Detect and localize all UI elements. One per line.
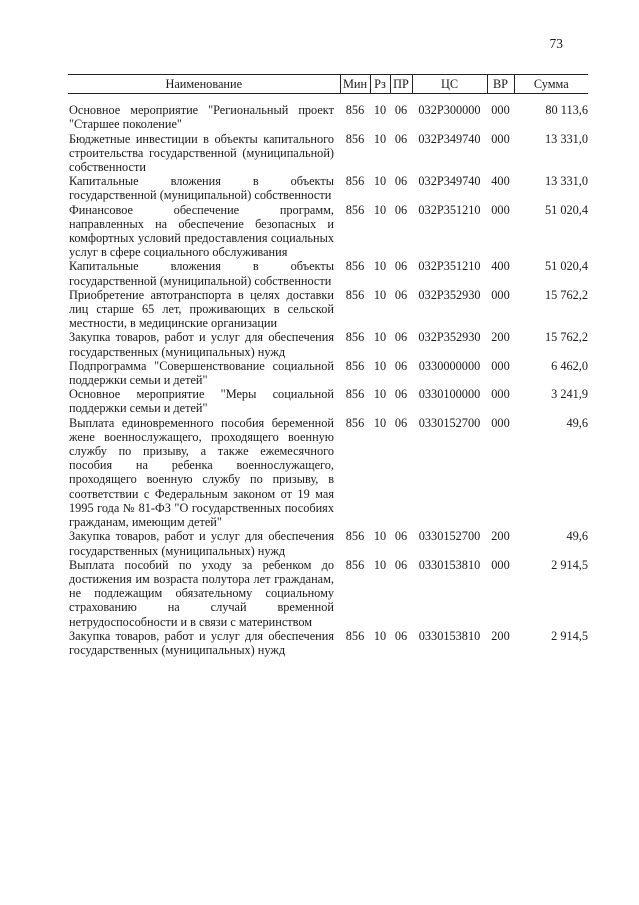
row-cs: 032P300000: [418, 103, 481, 118]
row-vr: 000: [491, 557, 510, 572]
row-rz: 10: [373, 174, 387, 189]
row-pr: 06: [394, 415, 408, 430]
row-min: 856: [345, 103, 365, 118]
header-rz: Рз: [370, 75, 390, 94]
row-name: Капитальные вложения в объекты государственной (муниципальной) собственности: [69, 174, 334, 203]
row-vr: 000: [491, 358, 510, 373]
row-sum: 3 241,9: [551, 387, 588, 402]
row-sum: 2 914,5: [551, 557, 588, 572]
row-pr: 06: [394, 131, 408, 146]
row-vr: 000: [491, 287, 510, 302]
row-rz: 10: [373, 287, 387, 302]
row-cs: 032P351210: [418, 202, 481, 217]
row-rz: 10: [373, 330, 387, 345]
header-sum: Сумма: [514, 75, 588, 94]
row-pr: 06: [394, 557, 408, 572]
table-row: [68, 288, 588, 331]
row-pr: 06: [394, 330, 408, 345]
row-min: 856: [345, 415, 365, 430]
row-pr: 06: [394, 202, 408, 217]
row-rz: 10: [373, 387, 387, 402]
row-name: Выплата единовременного пособия беременной жене военнослужащего, проходящего военную службу по призыву, а также ежемесячного пособия на ребенка военнослужащего, проходящего военную службу по призыву, в соответствии с Федеральным законом от 19 мая 1995 года № 81-ФЗ "О государственных пособиях гражданам, имеющим детей": [69, 415, 334, 530]
row-vr: 000: [491, 415, 510, 430]
row-sum: 51 020,4: [544, 259, 588, 274]
row-sum: 15 762,2: [544, 330, 588, 345]
row-rz: 10: [373, 202, 387, 217]
table-row: [68, 174, 588, 202]
row-rz: 10: [373, 103, 387, 118]
row-name: Закупка товаров, работ и услуг для обеспечения государственных (муниципальных) нужд: [69, 330, 334, 359]
row-vr: 200: [491, 529, 510, 544]
table-row: [68, 203, 588, 260]
row-vr: 000: [491, 131, 510, 146]
row-pr: 06: [394, 529, 408, 544]
table-row: [68, 416, 588, 530]
row-rz: 10: [373, 415, 387, 430]
row-cs: 032P349740: [418, 174, 481, 189]
row-vr: 400: [491, 174, 510, 189]
row-sum: 15 762,2: [544, 287, 588, 302]
row-pr: 06: [394, 259, 408, 274]
row-vr: 200: [491, 628, 510, 643]
row-min: 856: [345, 259, 365, 274]
row-cs: 0330100000: [418, 387, 481, 402]
row-min: 856: [345, 131, 365, 146]
row-vr: 000: [491, 387, 510, 402]
row-name: Закупка товаров, работ и услуг для обеспечения государственных (муниципальных) нужд: [69, 628, 334, 657]
row-name: Основное мероприятие "Региональный проект "Старшее поколение": [69, 103, 334, 132]
row-pr: 06: [394, 628, 408, 643]
page-number: 73: [549, 36, 563, 51]
row-name: Бюджетные инвестиции в объекты капитального строительства государственной (муниципальной) собственности: [69, 131, 334, 175]
table-row: [68, 330, 588, 358]
row-min: 856: [345, 628, 365, 643]
table-row: [68, 529, 588, 557]
row-cs: 032P349740: [418, 131, 481, 146]
row-vr: 400: [491, 259, 510, 274]
table-row: [68, 359, 588, 387]
row-pr: 06: [394, 387, 408, 402]
row-name: Приобретение автотранспорта в целях доставки лиц старше 65 лет, проживающих в сельской местности, в медицинские организации: [69, 287, 334, 331]
row-sum: 6 462,0: [551, 358, 588, 373]
header-vr: ВР: [487, 75, 514, 94]
table-row: [68, 629, 588, 657]
row-cs: 032P351210: [418, 259, 481, 274]
row-name: Закупка товаров, работ и услуг для обеспечения государственных (муниципальных) нужд: [69, 529, 334, 558]
row-vr: 200: [491, 330, 510, 345]
table-row: [68, 132, 588, 175]
row-cs: 0330153810: [418, 628, 481, 643]
row-sum: 80 113,6: [545, 103, 588, 118]
row-cs: 032P352930: [418, 330, 481, 345]
row-rz: 10: [373, 131, 387, 146]
row-pr: 06: [394, 358, 408, 373]
row-name: Подпрограмма "Совершенствование социальной поддержки семьи и детей": [69, 358, 334, 388]
header-name: Наименование: [68, 75, 340, 94]
row-min: 856: [345, 330, 365, 345]
row-min: 856: [345, 529, 365, 544]
row-rz: 10: [373, 628, 387, 643]
header-pr: ПР: [390, 75, 412, 94]
row-min: 856: [345, 287, 365, 302]
row-pr: 06: [394, 103, 408, 118]
row-name: Основное мероприятие "Меры социальной поддержки семьи и детей": [69, 387, 334, 416]
row-sum: 13 331,0: [544, 131, 588, 146]
row-cs: 0330153810: [418, 557, 481, 572]
row-cs: 032P352930: [418, 287, 481, 302]
row-rz: 10: [373, 358, 387, 373]
row-cs: 0330152700: [418, 529, 481, 544]
table-header: [68, 75, 588, 94]
row-min: 856: [345, 202, 365, 217]
row-rz: 10: [373, 529, 387, 544]
row-sum: 2 914,5: [551, 628, 588, 643]
row-vr: 000: [491, 103, 510, 118]
row-sum: 49,6: [566, 529, 588, 544]
row-min: 856: [345, 387, 365, 402]
row-min: 856: [345, 174, 365, 189]
row-pr: 06: [394, 174, 408, 189]
row-name: Капитальные вложения в объекты государственной (муниципальной) собственности: [69, 259, 334, 288]
row-sum: 49,6: [566, 415, 588, 430]
row-rz: 10: [373, 557, 387, 572]
row-cs: 0330152700: [418, 415, 481, 430]
row-sum: 13 331,0: [544, 174, 588, 189]
row-cs: 0330000000: [418, 358, 481, 373]
budget-table: [68, 74, 588, 657]
table-body: [68, 94, 588, 657]
row-name: Финансовое обеспечение программ, направленных на обеспечение безопасных и комфортных условий предоставления социальных услуг в сфере социального обслуживания: [69, 202, 334, 260]
table-row: [68, 94, 588, 132]
row-vr: 000: [491, 202, 510, 217]
row-min: 856: [345, 557, 365, 572]
header-min: Мин: [340, 75, 370, 94]
table-row: [68, 387, 588, 415]
row-min: 856: [345, 358, 365, 373]
table-row: [68, 259, 588, 287]
table-row: [68, 558, 588, 629]
row-pr: 06: [394, 287, 408, 302]
header-cs: ЦС: [412, 75, 487, 94]
row-sum: 51 020,4: [544, 202, 588, 217]
row-rz: 10: [373, 259, 387, 274]
row-name: Выплата пособий по уходу за ребенком до достижения им возраста полутора лет гражданам, не подлежащим обязательному социальному страхованию на случай временной нетрудоспособности и в связи с материнством: [69, 557, 334, 629]
